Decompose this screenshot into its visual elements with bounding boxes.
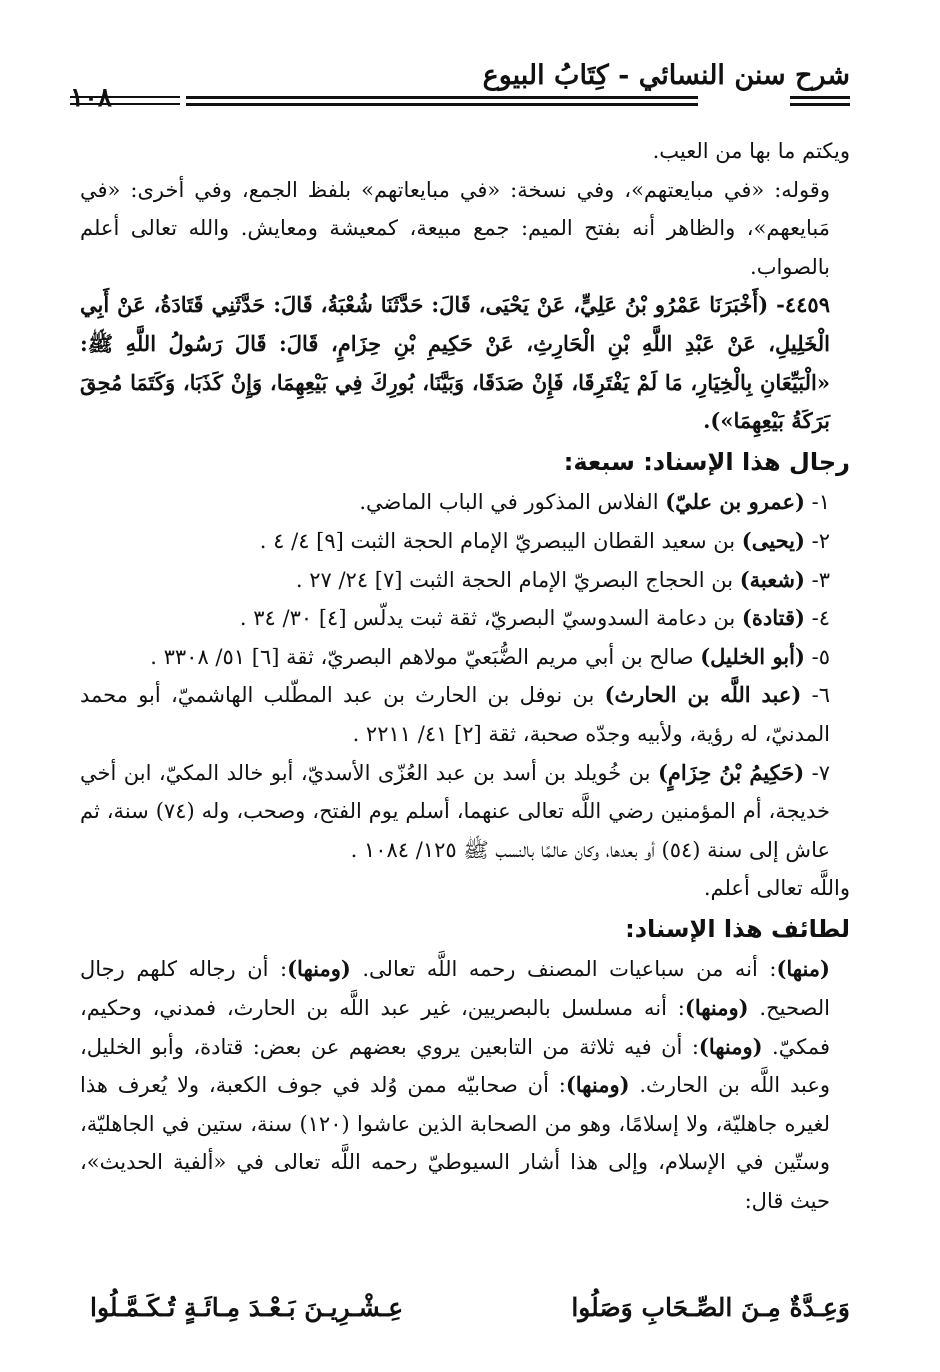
narrator-number: ١- (811, 490, 830, 515)
header-rule-long-lower (186, 103, 698, 106)
narrator-details: بن نوفل بن الحارث بن عبد المطّلب الهاشميّ، أبو محمد المدنيّ، له رؤية، ولأبيه وجدّه صحبة، ثقة [٢] ٤١/ ٢٢١١ . (80, 683, 830, 746)
header-rule-short (70, 96, 180, 98)
page-header (70, 58, 850, 118)
narrator-details: بن خُويلد بن أسد بن عبد العُزّى الأسديّ، أبو خالد المكيّ، ابن أخي خديجة، أم المؤمنين رضي اللَّه تعالى عنهما، أسلم يوم الفتح، وصحب، وله (٧٤) سنة، ثم عاش إلى سنة (٥٤) أو بعدها، وكان عالمًا بالنسب ﷺ ١٢٥/ ١٠٨٤ . (80, 760, 830, 862)
subtlety-text: : أن صحابيّه ممن وُلد في جوف الكعبة، ولا يُعرف هذا لغيره جاهليّة، ولا إسلامًا، وهو من الصحابة الذين عاشوا (١٢٠) سنة، ستين في الجاهليّة، وستّين في الإسلام، وإلى هذا أشار السيوطيّ رحمه اللَّه تعالى في «ألفية الحديث»، حيث قال: (80, 1073, 831, 1214)
poetry-verse (90, 1286, 850, 1330)
subtlety-text: : أن فيه ثلاثة من التابعين يروي بعضهم عن بعض: قتادة، وأبو الخليل، وعبد اللَّه بن الحارث. (80, 1034, 831, 1098)
header-rule-short-lower (70, 103, 180, 105)
narrator-item (80, 483, 850, 522)
paragraph-commentary: وقوله: «في مبايعتهم»، وفي نسخة: «في مبايعاتهم» بلفظ الجمع، وفي أخرى: «في مَبايعهم»، والظاهر أنه بفتح الميم: جمع مبيعة، كمعيشة ومعايش. والله تعالى أعلم بالصواب. (80, 177, 830, 279)
subtlety-text: : أنه مسلسل بالبصريين، غير عبد اللَّه بن الحارث، فمدني، وحكيم، فمكيّ. (80, 996, 830, 1059)
header-rule-right (790, 96, 850, 99)
verse-first-hemistich: وَعِـدَّةٌ مِـنَ الصِّـحَابِ وَصَلُوا (571, 1293, 850, 1322)
subtleties-heading: لطائف هذا الإسناد: (625, 914, 850, 943)
subtlety-marker: (منها) (776, 956, 830, 982)
narrator-number: ٧- (811, 760, 830, 785)
narrator-details: صالح بن أبي مريم الضُّبَعيّ مولاهم البصريّ، ثقة [٦] ٥١/ ٣٣٠٨ . (150, 644, 701, 669)
narrator-number: ٢- (811, 528, 830, 553)
narrator-number: ٤- (811, 606, 830, 631)
narrator-list (80, 483, 850, 869)
narrator-name: (يحيى) (741, 527, 805, 553)
subtlety-marker: (ومنها) (684, 995, 749, 1021)
narrator-name: (قتادة) (741, 605, 805, 631)
narrator-item (80, 676, 850, 753)
subtlety-text: : أن رجاله كلهم رجال الصحيح. (80, 957, 830, 1021)
narrator-details: بن سعيد القطان اليبصريّ الإمام الحجة الثبت [٩] ٤/ ٤ . (259, 528, 742, 553)
running-title: شرح سنن النسائي - كِتَابُ البيوع (482, 60, 850, 91)
subtleties-paragraph (80, 950, 850, 1220)
narrator-details: بن دعامة السدوسيّ البصريّ، ثقة ثبت يدلّس [٤] ٣٠/ ٣٤ . (239, 606, 742, 631)
narrator-item (80, 561, 850, 600)
header-rule-long (186, 96, 698, 99)
hadith-text: ٤٤٥٩- (أَخْبَرَنَا عَمْرُو بْنُ عَلِيٍّ، عَنْ يَحْيَى، قَالَ: حَدَّثَنَا شُعْبَةُ، قَالَ: حَدَّثَنِي قَتَادَةُ، عَنْ أَبِي الْخَلِيلِ، عَنْ عَبْدِ اللَّهِ بْنِ الْحَارِثِ، عَنْ حَكِيمِ بْنِ حِزَامٍ، قَالَ: قَالَ رَسُولُ اللَّهِ ﷺ: «الْبَيِّعَانِ بِالْخِيَارِ، مَا لَمْ يَفْتَرِقَا، فَإِنْ صَدَقَا، وَبَيَّنَا، بُورِكَ فِي بَيْعِهِمَا، وَإِنْ كَذَبَا، وَكَتَمَا مُحِقَ بَرَكَةُ بَيْعِهِمَا»). (80, 292, 830, 434)
narrators-heading: رجال هذا الإسناد: سبعة: (563, 447, 850, 476)
closing-remark: واللَّه تعالى أعلم. (703, 876, 850, 901)
narrator-number: ٣- (811, 567, 830, 592)
narrator-name: (أبو الخليل) (700, 643, 805, 669)
narrator-details: الفلاس المذكور في الباب الماضي. (359, 490, 666, 515)
subtlety-text: : أنه من سباعيات المصنف رحمه اللَّه تعالى. (350, 957, 777, 982)
verse-second-hemistich: عِـشْـرِيـنَ بَـعْـدَ مِـائَـةٍ تُـكَـمَّـلُوا (90, 1293, 404, 1322)
narrator-item (80, 522, 850, 561)
narrator-item (80, 638, 850, 677)
narrator-number: ٥- (811, 644, 830, 669)
subtlety-marker: (ومنها) (698, 1033, 763, 1059)
narrator-item (80, 754, 850, 870)
narrator-name: (عبد اللَّه بن الحارث) (604, 682, 802, 708)
page-body (80, 132, 850, 1221)
paragraph-intro: ويكتم ما بها من العيب. (652, 139, 850, 163)
narrator-name: (شعبة) (739, 566, 805, 592)
subtlety-marker: (ومنها) (565, 1072, 630, 1098)
narrator-item (80, 599, 850, 638)
narrator-name: (حَكِيمُ بْنُ حِزَامٍ) (657, 759, 805, 785)
narrator-number: ٦- (811, 683, 830, 708)
header-rule-right-lower (790, 103, 850, 106)
page-number: ١٠٨ (70, 83, 112, 113)
narrator-name: (عمرو بن عليّ) (665, 489, 805, 515)
subtlety-marker: (ومنها) (287, 956, 351, 982)
narrator-details: بن الحجاج البصريّ الإمام الحجة الثبت [٧] ٢٤/ ٢٧ . (295, 567, 740, 592)
